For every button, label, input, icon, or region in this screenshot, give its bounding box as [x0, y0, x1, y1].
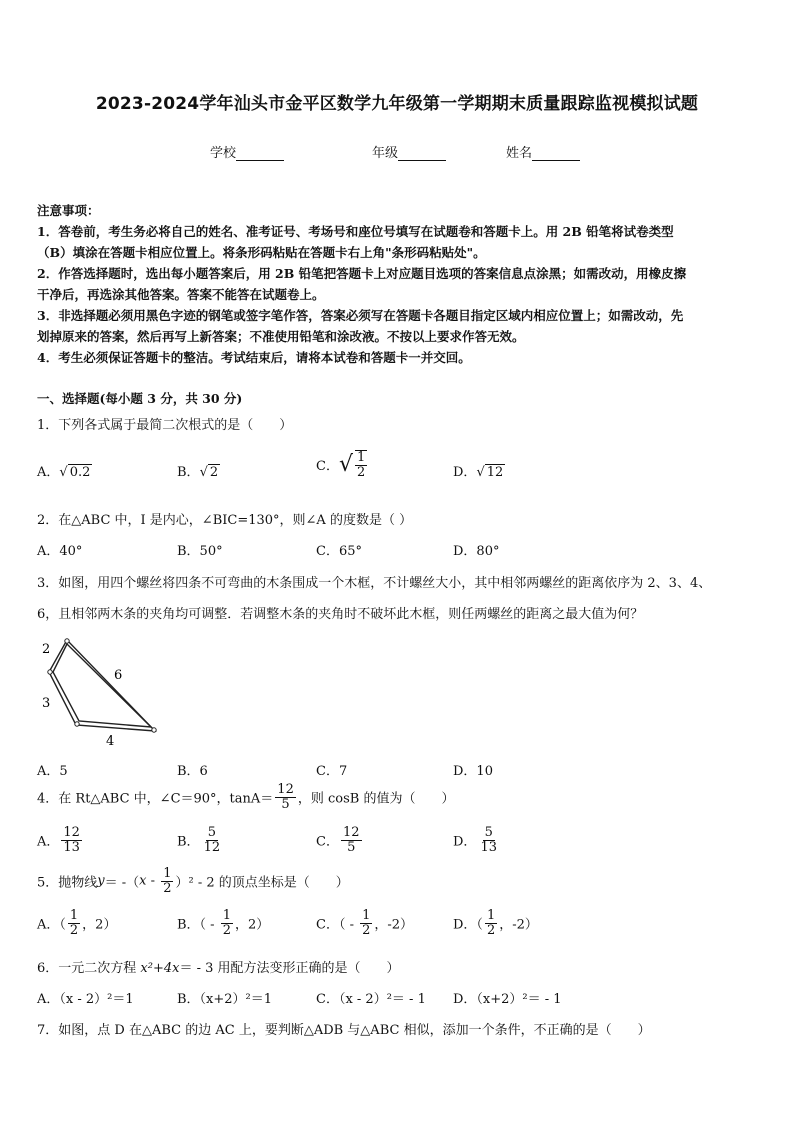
q1-c-label: C．	[316, 459, 339, 475]
q2-option-a: A．40°	[37, 544, 83, 559]
q6-stem-pre: 6．一元二次方程	[37, 961, 141, 976]
q4-c-fraction	[341, 826, 362, 854]
q1-d-radicand: 12	[486, 465, 504, 480]
screw-icon	[75, 722, 79, 726]
q5-b-den: 2	[222, 922, 231, 938]
q6-equation: x²+4x	[140, 961, 180, 976]
q4-c-label: C．	[316, 834, 339, 850]
q5-option-c	[316, 909, 413, 937]
q5-d-tail: ，-2）	[499, 917, 538, 933]
grade-blank	[398, 148, 446, 161]
notice-line-3: 2．作答选择题时，选出每小题答案后，用 2B 铅笔把答题卡上对应题目选项的答案信息点涂黑；如需改动，用橡皮擦	[37, 266, 687, 281]
section-heading: 一、选择题(每小题 3 分，共 30 分)	[37, 391, 243, 406]
sqrt-icon: √	[338, 452, 353, 478]
q4-tan-fraction	[275, 783, 296, 811]
q2-option-b: B．50°	[177, 544, 223, 559]
q4-a-label: A．	[37, 834, 60, 850]
q5-var-y: y	[97, 873, 105, 889]
q1-option-b	[177, 461, 220, 480]
q6-option-d: D．（x+2）²＝ - 1	[453, 992, 562, 1007]
notice-line-7: 4．考生必须保证答题卡的整洁。考试结束后，请将本试卷和答题卡一并交回。	[37, 350, 471, 365]
q4-option-b	[177, 826, 224, 854]
fig-label-4: 4	[106, 734, 115, 749]
sqrt-icon: √ 0.2	[59, 465, 91, 480]
q5-c-tail: ，-2）	[374, 917, 414, 933]
notice-line-5: 3．非选择题必须用黑色字迹的钢笔或签字笔作答，答案必须写在答题卡各题目指定区域内相应位置上；如需改动，先	[37, 308, 684, 323]
q5-b-label: B．（ -	[177, 917, 219, 933]
q5-option-d	[453, 909, 538, 937]
frame-inner	[53, 644, 151, 727]
q1-c-den: 2	[356, 464, 366, 480]
q5-a-tail: ，2）	[82, 917, 117, 933]
q5-b-fraction	[221, 909, 233, 937]
q1-c-num: 1	[356, 450, 366, 465]
q3-stem-line-1: 3．如图，用四个螺丝将四条不可弯曲的木条围成一个木框，不计螺丝大小，其中相邻两螺丝的距离依序为 2、3、4、	[37, 576, 712, 591]
screw-icon	[48, 670, 52, 674]
school-label: 学校	[210, 146, 237, 161]
q4-stem	[37, 783, 454, 811]
q3-option-b: B．6	[177, 764, 208, 779]
q4-b-num: 5	[207, 825, 216, 840]
school-blank	[236, 148, 284, 161]
q1-c-fraction	[355, 450, 367, 479]
q6-stem	[37, 957, 400, 976]
q4-c-den: 5	[347, 839, 356, 855]
q1-stem: 1．下列各式属于最简二次根式的是（ ）	[37, 418, 293, 433]
q5-d-label: D．（	[453, 917, 483, 933]
q4-d-num: 5	[484, 825, 493, 840]
screw-icon	[152, 728, 156, 732]
notice-line-2: （B）填涂在答题卡相应位置上。将条形码粘贴在答题卡右上角"条形码粘贴处"。	[37, 245, 486, 260]
q5-a-den: 2	[69, 922, 79, 938]
q3-option-a: A．5	[37, 764, 68, 779]
q5-c-num: 1	[362, 908, 371, 923]
q5-num: 1	[163, 866, 172, 881]
q4-b-den: 12	[203, 839, 221, 855]
q5-stem	[37, 867, 349, 895]
notice-line-6: 划掉原来的答案，然后再写上新答案；不准使用铅笔和涂改液。不按以上要求作答无效。	[37, 329, 525, 344]
q4-stem-post: ，则 cosB 的值为（ ）	[297, 791, 455, 807]
q5-option-b	[177, 909, 269, 937]
q4-tan-num: 12	[277, 782, 294, 797]
q2-option-d: D．80°	[453, 544, 500, 559]
fig-label-6: 6	[114, 668, 123, 683]
q5-c-den: 2	[362, 922, 371, 938]
sqrt-icon: √ 12	[476, 465, 504, 480]
q5-a-num: 1	[69, 908, 79, 923]
screw-icon	[65, 639, 69, 643]
q1-d-label: D．	[453, 465, 477, 480]
q4-option-a	[37, 826, 84, 854]
notice-line-4: 干净后，再选涂其他答案。答案不能答在试题卷上。	[37, 287, 325, 302]
q4-c-num: 12	[342, 825, 360, 840]
q4-option-c	[316, 826, 364, 854]
name-field	[506, 142, 580, 161]
q4-b-label: B．	[177, 834, 200, 850]
grade-label: 年级	[372, 146, 399, 161]
q3-option-d: D．10	[453, 764, 493, 779]
fig-label-3: 3	[42, 696, 51, 711]
q3-option-c: C．7	[316, 764, 348, 779]
q5-b-num: 1	[222, 908, 231, 923]
q5-stem-pre: 5．抛物线	[37, 875, 98, 891]
q7-stem: 7．如图，点 D 在△ABC 的边 AC 上，要判断△ADB 与△ABC 相似，添加一个条件，不正确的是（ ）	[37, 1023, 651, 1038]
q5-minus: -	[146, 873, 160, 889]
q1-b-label: B．	[177, 465, 200, 480]
q1-a-label: A．	[37, 465, 60, 480]
q4-a-fraction	[61, 826, 82, 854]
q1-option-c	[316, 450, 369, 479]
q5-d-den: 2	[486, 922, 496, 938]
q2-stem: 2．在△ABC 中，I 是内心，∠BIC=130°，则∠A 的度数是（ ）	[37, 513, 413, 528]
q4-stem-pre: 4．在 Rt△ABC 中，∠C＝90°，tanA＝	[37, 791, 274, 807]
q6-option-b: B．（x+2）²＝1	[177, 992, 273, 1007]
q5-den: 2	[163, 880, 172, 896]
notice-line-1: 1．答卷前，考生务必将自己的姓名、准考证号、考场号和座位号填写在试题卷和答题卡上。用 2B 铅笔将试卷类型	[37, 224, 674, 239]
name-blank	[532, 148, 580, 161]
q4-a-den: 13	[63, 839, 80, 855]
q3-stem-line-2: 6，且相邻两木条的夹角均可调整．若调整木条的夹角时不破坏此木框，则任两螺丝的距离之最大值为何？	[37, 607, 644, 622]
q2-option-c: C．65°	[316, 544, 362, 559]
q1-option-d	[453, 461, 505, 480]
q1-b-radicand: 2	[209, 465, 219, 480]
q4-a-num: 12	[63, 825, 80, 840]
q1-option-a	[37, 461, 92, 480]
grade-field	[372, 142, 446, 161]
q6-stem-post: ＝ - 3 用配方法变形正确的是（ ）	[179, 961, 400, 976]
q4-d-fraction	[478, 826, 499, 854]
q5-fraction	[161, 867, 173, 895]
q5-c-label: C．（ -	[316, 917, 359, 933]
q4-option-d	[453, 826, 501, 854]
q4-b-fraction	[202, 826, 223, 854]
frame-outer	[49, 640, 155, 731]
q1-a-radicand: 0.2	[69, 465, 91, 480]
q5-d-fraction	[485, 909, 497, 937]
notice-heading: 注意事项：	[37, 203, 100, 218]
q5-a-label: A．（	[37, 917, 66, 933]
q5-c-fraction	[360, 909, 372, 937]
q4-d-label: D．	[453, 834, 477, 850]
q5-a-fraction	[68, 909, 80, 937]
q5-option-a	[37, 909, 116, 937]
q3-frame-figure	[30, 630, 170, 750]
fig-label-2: 2	[42, 642, 51, 657]
q6-option-a: A．（x - 2）²＝1	[37, 992, 134, 1007]
q5-var-x: x	[139, 873, 147, 889]
name-label: 姓名	[506, 146, 533, 161]
q6-option-c: C．（x - 2）²＝ - 1	[316, 992, 426, 1007]
q5-d-num: 1	[486, 908, 496, 923]
q5-b-tail: ，2）	[235, 917, 270, 933]
sqrt-icon: √ 2	[199, 465, 219, 480]
page-title: 2023-2024学年汕头市金平区数学九年级第一学期期末质量跟踪监视模拟试题	[95, 94, 699, 114]
q4-tan-den: 5	[281, 796, 290, 812]
q5-eq-post: ）² - 2 的顶点坐标是（ ）	[175, 875, 349, 891]
school-field	[210, 142, 284, 161]
q4-d-den: 13	[480, 839, 497, 855]
q5-eq-pre: ＝ -（	[104, 875, 140, 891]
